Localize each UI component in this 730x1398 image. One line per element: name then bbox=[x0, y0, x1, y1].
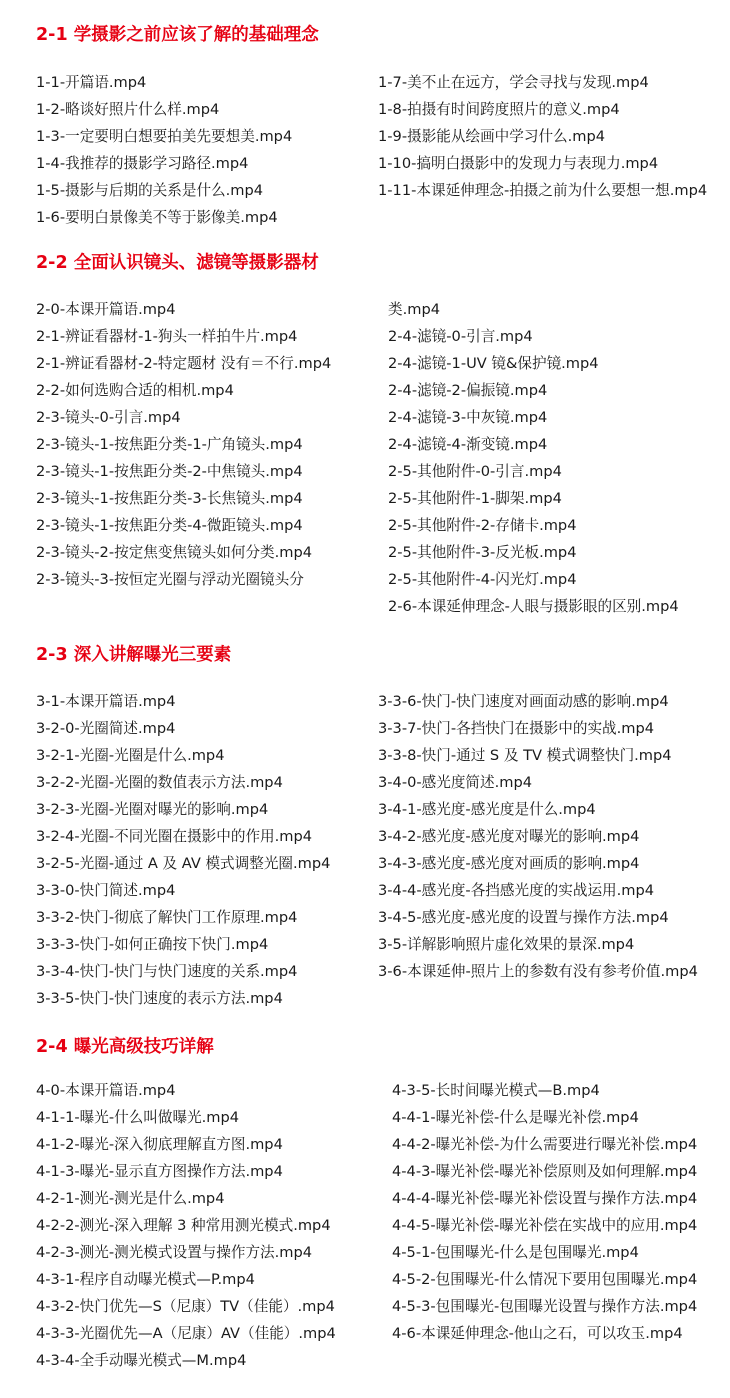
file-item[interactable]: 4-1-2-曝光-深入彻底理解直方图.mp4 bbox=[36, 1136, 283, 1153]
file-item[interactable]: 3-6-本课延伸-照片上的参数有没有参考价值.mp4 bbox=[378, 963, 698, 980]
section-title: 2-4 曝光高级技巧详解 bbox=[36, 1037, 214, 1057]
file-item[interactable]: 3-2-1-光圈-光圈是什么.mp4 bbox=[36, 747, 225, 764]
file-item[interactable]: 1-1-开篇语.mp4 bbox=[36, 74, 147, 91]
file-item[interactable]: 2-4-滤镜-4-渐变镜.mp4 bbox=[388, 436, 548, 453]
file-item[interactable]: 3-3-6-快门-快门速度对画面动感的影响.mp4 bbox=[378, 693, 669, 710]
file-item[interactable]: 4-3-1-程序自动曝光模式—P.mp4 bbox=[36, 1271, 255, 1288]
file-item[interactable]: 4-4-2-曝光补偿-为什么需要进行曝光补偿.mp4 bbox=[392, 1136, 698, 1153]
file-item[interactable]: 2-6-本课延伸理念-人眼与摄影眼的区别.mp4 bbox=[388, 598, 679, 615]
file-item[interactable]: 2-4-滤镜-0-引言.mp4 bbox=[388, 328, 533, 345]
file-item[interactable]: 1-2-略谈好照片什么样.mp4 bbox=[36, 101, 220, 118]
file-item[interactable]: 3-1-本课开篇语.mp4 bbox=[36, 693, 176, 710]
file-item[interactable]: 3-2-4-光圈-不同光圈在摄影中的作用.mp4 bbox=[36, 828, 313, 845]
file-item[interactable]: 1-7-美不止在远方，学会寻找与发现.mp4 bbox=[378, 74, 649, 91]
file-item[interactable]: 3-3-2-快门-彻底了解快门工作原理.mp4 bbox=[36, 909, 298, 926]
file-item[interactable]: 3-3-0-快门简述.mp4 bbox=[36, 882, 176, 899]
file-item[interactable]: 3-4-2-感光度-感光度对曝光的影响.mp4 bbox=[378, 828, 640, 845]
file-item[interactable]: 3-3-8-快门-通过 S 及 TV 模式调整快门.mp4 bbox=[378, 747, 672, 764]
file-item[interactable]: 3-4-1-感光度-感光度是什么.mp4 bbox=[378, 801, 596, 818]
left-file-list bbox=[36, 688, 366, 1012]
file-item[interactable]: 1-6-要明白景像美不等于影像美.mp4 bbox=[36, 209, 278, 226]
file-item[interactable]: 4-2-3-测光-测光模式设置与操作方法.mp4 bbox=[36, 1244, 313, 1261]
file-item[interactable]: 3-3-3-快门-如何正确按下快门.mp4 bbox=[36, 936, 269, 953]
file-item[interactable]: 4-2-2-测光-深入理解 3 种常用测光模式.mp4 bbox=[36, 1217, 331, 1234]
file-item[interactable]: 1-4-我推荐的摄影学习路径.mp4 bbox=[36, 155, 249, 172]
file-item[interactable]: 3-2-5-光圈-通过 A 及 AV 模式调整光圈.mp4 bbox=[36, 855, 331, 872]
file-item[interactable]: 3-4-3-感光度-感光度对画质的影响.mp4 bbox=[378, 855, 640, 872]
left-file-list bbox=[36, 296, 356, 593]
file-item[interactable]: 4-4-3-曝光补偿-曝光补偿原则及如何理解.mp4 bbox=[392, 1163, 698, 1180]
file-item[interactable]: 4-5-2-包围曝光-什么情况下要用包围曝光.mp4 bbox=[392, 1271, 698, 1288]
file-item[interactable]: 4-5-3-包围曝光-包围曝光设置与操作方法.mp4 bbox=[392, 1298, 698, 1315]
file-item[interactable]: 4-4-4-曝光补偿-曝光补偿设置与操作方法.mp4 bbox=[392, 1190, 698, 1207]
file-item[interactable]: 4-0-本课开篇语.mp4 bbox=[36, 1082, 176, 1099]
file-item[interactable]: 4-6-本课延伸理念-他山之石，可以攻玉.mp4 bbox=[392, 1325, 683, 1342]
right-file-list bbox=[388, 296, 708, 620]
file-item[interactable]: 2-3-镜头-1-按焦距分类-2-中焦镜头.mp4 bbox=[36, 463, 303, 480]
file-item[interactable]: 2-4-滤镜-3-中灰镜.mp4 bbox=[388, 409, 548, 426]
file-item[interactable]: 3-3-5-快门-快门速度的表示方法.mp4 bbox=[36, 990, 283, 1007]
file-item[interactable]: 2-3-镜头-1-按焦距分类-4-微距镜头.mp4 bbox=[36, 517, 303, 534]
file-item[interactable]: 3-2-3-光圈-光圈对曝光的影响.mp4 bbox=[36, 801, 269, 818]
file-item[interactable]: 2-3-镜头-2-按定焦变焦镜头如何分类.mp4 bbox=[36, 544, 313, 561]
file-item[interactable]: 3-3-4-快门-快门与快门速度的关系.mp4 bbox=[36, 963, 298, 980]
file-item[interactable]: 3-2-2-光圈-光圈的数值表示方法.mp4 bbox=[36, 774, 283, 791]
right-file-list bbox=[392, 1077, 722, 1347]
left-file-list bbox=[36, 69, 356, 231]
file-item[interactable]: 3-4-4-感光度-各挡感光度的实战运用.mp4 bbox=[378, 882, 655, 899]
file-item[interactable]: 2-0-本课开篇语.mp4 bbox=[36, 301, 176, 318]
file-item[interactable]: 3-4-0-感光度简述.mp4 bbox=[378, 774, 533, 791]
file-item[interactable]: 4-5-1-包围曝光-什么是包围曝光.mp4 bbox=[392, 1244, 639, 1261]
file-item[interactable]: 2-3-镜头-1-按焦距分类-1-广角镜头.mp4 bbox=[36, 436, 303, 453]
file-item[interactable]: 4-3-5-长时间曝光模式—B.mp4 bbox=[392, 1082, 600, 1099]
left-file-list bbox=[36, 1077, 376, 1374]
file-item[interactable]: 3-2-0-光圈简述.mp4 bbox=[36, 720, 176, 737]
file-item[interactable]: 2-1-辨证看器材-2-特定题材 没有＝不行.mp4 bbox=[36, 355, 332, 372]
file-item[interactable]: 2-4-滤镜-2-偏振镜.mp4 bbox=[388, 382, 548, 399]
file-item[interactable]: 1-11-本课延伸理念-拍摄之前为什么要想一想.mp4 bbox=[378, 182, 708, 199]
file-item[interactable]: 4-1-1-曝光-什么叫做曝光.mp4 bbox=[36, 1109, 240, 1126]
file-item[interactable]: 1-8-拍摄有时间跨度照片的意义.mp4 bbox=[378, 101, 620, 118]
file-item[interactable]: 1-9-摄影能从绘画中学习什么.mp4 bbox=[378, 128, 606, 145]
file-item[interactable]: 2-5-其他附件-4-闪光灯.mp4 bbox=[388, 571, 577, 588]
file-item[interactable]: 2-3-镜头-1-按焦距分类-3-长焦镜头.mp4 bbox=[36, 490, 303, 507]
file-item[interactable]: 2-3-镜头-3-按恒定光圈与浮动光圈镜头分 bbox=[36, 571, 304, 588]
file-item[interactable]: 4-2-1-测光-测光是什么.mp4 bbox=[36, 1190, 225, 1207]
file-item[interactable]: 4-3-3-光圈优先—A（尼康）AV（佳能）.mp4 bbox=[36, 1325, 336, 1342]
file-item[interactable]: 2-5-其他附件-0-引言.mp4 bbox=[388, 463, 562, 480]
file-item[interactable]: 2-3-镜头-0-引言.mp4 bbox=[36, 409, 181, 426]
file-item[interactable]: 1-5-摄影与后期的关系是什么.mp4 bbox=[36, 182, 264, 199]
file-item[interactable]: 4-4-5-曝光补偿-曝光补偿在实战中的应用.mp4 bbox=[392, 1217, 698, 1234]
file-item[interactable]: 1-3-一定要明白想要拍美先要想美.mp4 bbox=[36, 128, 293, 145]
file-item[interactable]: 3-5-详解影响照片虚化效果的景深.mp4 bbox=[378, 936, 635, 953]
file-item[interactable]: 2-4-滤镜-1-UV 镜&保护镜.mp4 bbox=[388, 355, 599, 372]
file-item[interactable]: 2-5-其他附件-2-存储卡.mp4 bbox=[388, 517, 577, 534]
right-file-list bbox=[378, 688, 708, 985]
file-item[interactable]: 2-5-其他附件-1-脚架.mp4 bbox=[388, 490, 562, 507]
file-item[interactable]: 3-3-7-快门-各挡快门在摄影中的实战.mp4 bbox=[378, 720, 655, 737]
file-item[interactable]: 4-3-2-快门优先—S（尼康）TV（佳能）.mp4 bbox=[36, 1298, 335, 1315]
file-item[interactable]: 3-4-5-感光度-感光度的设置与操作方法.mp4 bbox=[378, 909, 669, 926]
section-title: 2-3 深入讲解曝光三要素 bbox=[36, 645, 232, 665]
file-item[interactable]: 4-3-4-全手动曝光模式—M.mp4 bbox=[36, 1352, 247, 1369]
file-item[interactable]: 2-5-其他附件-3-反光板.mp4 bbox=[388, 544, 577, 561]
file-item[interactable]: 1-10-搞明白摄影中的发现力与表现力.mp4 bbox=[378, 155, 659, 172]
right-file-list bbox=[378, 69, 708, 204]
file-item[interactable]: 4-1-3-曝光-显示直方图操作方法.mp4 bbox=[36, 1163, 283, 1180]
file-item[interactable]: 2-2-如何选购合适的相机.mp4 bbox=[36, 382, 234, 399]
file-item[interactable]: 2-1-辨证看器材-1-狗头一样拍牛片.mp4 bbox=[36, 328, 298, 345]
file-item[interactable]: 类.mp4 bbox=[388, 301, 440, 318]
file-item[interactable]: 4-4-1-曝光补偿-什么是曝光补偿.mp4 bbox=[392, 1109, 639, 1126]
section-title: 2-2 全面认识镜头、滤镜等摄影器材 bbox=[36, 253, 319, 273]
section-title: 2-1 学摄影之前应该了解的基础理念 bbox=[36, 25, 319, 45]
